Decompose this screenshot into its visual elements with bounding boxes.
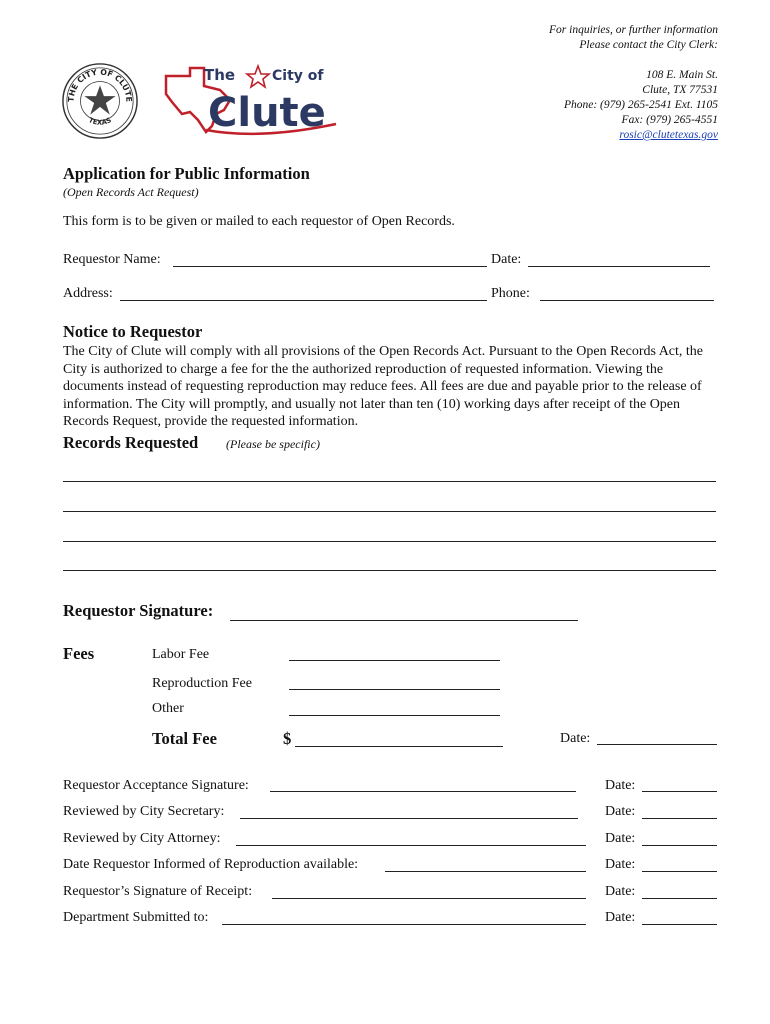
date-label: Date: xyxy=(491,252,522,267)
fax-number: Fax: (979) 265-4551 xyxy=(621,114,718,126)
contact-line-1: For inquiries, or further information xyxy=(549,24,718,36)
approval-label: Requestor’s Signature of Receipt: xyxy=(63,884,253,899)
approval-label: Reviewed by City Secretary: xyxy=(63,804,225,819)
email-link[interactable]: rosic@clutetexas.gov xyxy=(619,129,718,141)
requestor-signature-label: Requestor Signature: xyxy=(63,601,214,620)
approval-label: Date Requestor Informed of Reproduction available: xyxy=(63,857,359,872)
approval-date-label: Date: xyxy=(605,778,636,793)
approval-label: Department Submitted to: xyxy=(63,910,209,925)
approval-label: Requestor Acceptance Signature: xyxy=(63,778,249,793)
intro-text: This form is to be given or mailed to each requestor of Open Records. xyxy=(63,214,455,229)
approval-field[interactable] xyxy=(240,818,578,819)
approval-date-label: Date: xyxy=(605,831,636,846)
records-line-2[interactable] xyxy=(63,511,716,512)
approval-label: Reviewed by City Attorney: xyxy=(63,831,221,846)
reproduction-fee-field[interactable] xyxy=(289,689,500,690)
records-heading: Records Requested xyxy=(63,433,199,452)
approval-date-label: Date: xyxy=(605,910,636,925)
city-seal-icon xyxy=(61,62,139,140)
seal-text-bottom: TEXAS xyxy=(87,116,113,127)
seal-text-top: THE CITY OF CLUTE xyxy=(66,67,134,103)
labor-fee-label: Labor Fee xyxy=(152,647,210,662)
approval-date-field[interactable] xyxy=(642,898,717,899)
contact-block xyxy=(549,23,718,143)
logo-clute: Clute xyxy=(208,90,326,136)
requestor-name-label: Requestor Name: xyxy=(63,252,161,267)
other-fee-label: Other xyxy=(152,701,184,716)
date-field[interactable] xyxy=(528,266,710,267)
phone-label: Phone: xyxy=(491,286,530,301)
reproduction-fee-label: Reproduction Fee xyxy=(152,676,252,691)
total-fee-field[interactable] xyxy=(295,746,503,747)
logo-the: The xyxy=(204,66,236,84)
phone-field[interactable] xyxy=(540,300,714,301)
address-field[interactable] xyxy=(120,300,487,301)
approval-date-field[interactable] xyxy=(642,791,717,792)
address-line-1: 108 E. Main St. xyxy=(646,69,718,81)
phone-number: Phone: (979) 265-2541 Ext. 1105 xyxy=(563,99,718,111)
requestor-name-field[interactable] xyxy=(173,266,487,267)
city-logo xyxy=(160,60,338,138)
logo-city-of: City of xyxy=(272,68,324,84)
dollar-sign: $ xyxy=(283,729,292,748)
total-fee-label: Total Fee xyxy=(152,729,217,748)
approval-date-label: Date: xyxy=(605,857,636,872)
approval-field[interactable] xyxy=(385,871,586,872)
page-subtitle: (Open Records Act Request) xyxy=(63,185,199,199)
other-fee-field[interactable] xyxy=(289,715,500,716)
approval-field[interactable] xyxy=(272,898,586,899)
address-line-2: Clute, TX 77531 xyxy=(642,84,718,96)
fees-date-field[interactable] xyxy=(597,744,717,745)
approval-field[interactable] xyxy=(222,924,586,925)
approval-date-label: Date: xyxy=(605,884,636,899)
star-icon xyxy=(247,66,269,87)
requestor-signature-field[interactable] xyxy=(230,620,578,621)
approval-date-label: Date: xyxy=(605,804,636,819)
contact-line-2: Please contact the City Clerk: xyxy=(579,39,718,51)
approval-date-field[interactable] xyxy=(642,845,717,846)
address-label: Address: xyxy=(63,286,113,301)
notice-text: The City of Clute will comply with all provisions of the Open Records Act. Pursuant to the Open Records Act, the City is authorized to charge a fee for the the authorized reproduction of requested information. Viewing the documents instead of requesting reproduction may reduce fees. All fees are due and payable prior to the release of information. The City will promptly, and usually not later than ten (10) working days after receipt of the Open Records Request, provide the requested information. xyxy=(63,344,704,430)
records-line-4[interactable] xyxy=(63,570,716,571)
page-title: Application for Public Information xyxy=(63,164,310,183)
approval-date-field[interactable] xyxy=(642,924,717,925)
records-hint: (Please be specific) xyxy=(226,437,320,451)
notice-heading: Notice to Requestor xyxy=(63,322,203,341)
labor-fee-field[interactable] xyxy=(289,660,500,661)
fees-date-label: Date: xyxy=(560,731,591,746)
approval-date-field[interactable] xyxy=(642,818,717,819)
records-line-1[interactable] xyxy=(63,481,716,482)
approval-date-field[interactable] xyxy=(642,871,717,872)
approval-field[interactable] xyxy=(236,845,586,846)
fees-heading: Fees xyxy=(63,644,95,663)
records-line-3[interactable] xyxy=(63,541,716,542)
approval-field[interactable] xyxy=(270,791,576,792)
